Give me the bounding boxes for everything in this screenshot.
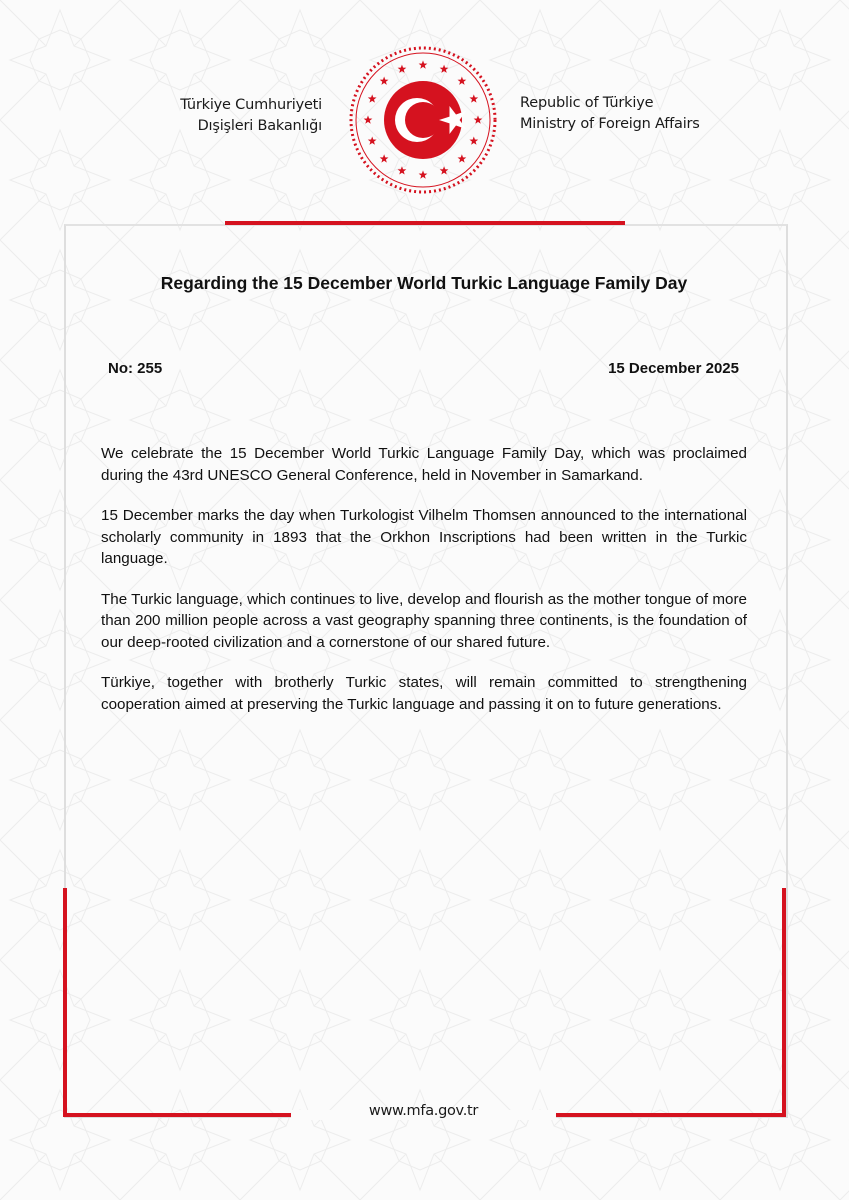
emblem-star-icon [419,60,428,68]
emblem-star-icon [419,170,428,178]
org-en-line1: Republic of Türkiye [520,95,654,111]
org-tr-line2: Dışişleri Bakanlığı [197,118,322,134]
organization-name-turkish [180,95,322,137]
emblem-star-icon [368,136,377,144]
emblem-star-icon [469,136,478,144]
statement-date: 15 December 2025 [608,360,739,377]
emblem-star-icon [474,115,483,123]
document-title: Regarding the 15 December World Turkic Language Family Day [160,273,688,293]
statement-number: No: 255 [108,360,163,377]
frame-accent-left [63,888,67,1116]
frame-accent-bottom-right [556,1113,786,1117]
emblem-star-icon [368,94,377,102]
website-link[interactable]: www.mfa.gov.tr [368,1103,479,1119]
emblem-star-icon [398,166,407,174]
org-tr-line1: Türkiye Cumhuriyeti [180,97,322,113]
turkish-crescent-star-emblem-icon [348,45,498,195]
emblem-star-icon [458,154,467,162]
paragraph: The Turkic language, which continues to live, develop and flourish as the mother tongue of more than 200 million people across a vast geography spanning three continents, is the foundation of our deep-rooted civilization and a cornerstone of our shared future. [101,590,747,651]
frame-accent-right [782,888,786,1116]
emblem-star-icon [440,65,449,73]
frame-accent-top [225,221,625,225]
paragraph: We celebrate the 15 December World Turkic Language Family Day, which was proclaimed during the 43rd UNESCO General Conference, held in November in Samarkand. [101,445,747,484]
emblem-star-icon [380,154,389,162]
emblem-star-icon [398,65,407,73]
emblem-star-icon [364,115,373,123]
emblem-star-icon [440,166,449,174]
emblem-star-icon [469,94,478,102]
paragraph: 15 December marks the day when Turkologist Vilhelm Thomsen announced to the international scholarly community in 1893 that the Orkhon Inscriptions had been written in the Turkic language. [101,507,747,567]
organization-name-english [520,93,700,135]
frame-accent-bottom-left [63,1113,291,1117]
emblem-star-icon [380,77,389,85]
org-en-line2: Ministry of Foreign Affairs [520,116,700,132]
emblem-star-icon [458,77,467,85]
paragraph: Türkiye, together with brotherly Turkic states, will remain committed to strengthening cooperation aimed at preserving the Turkic language and passing it on to future generations. [101,674,747,713]
document-body [101,443,747,734]
